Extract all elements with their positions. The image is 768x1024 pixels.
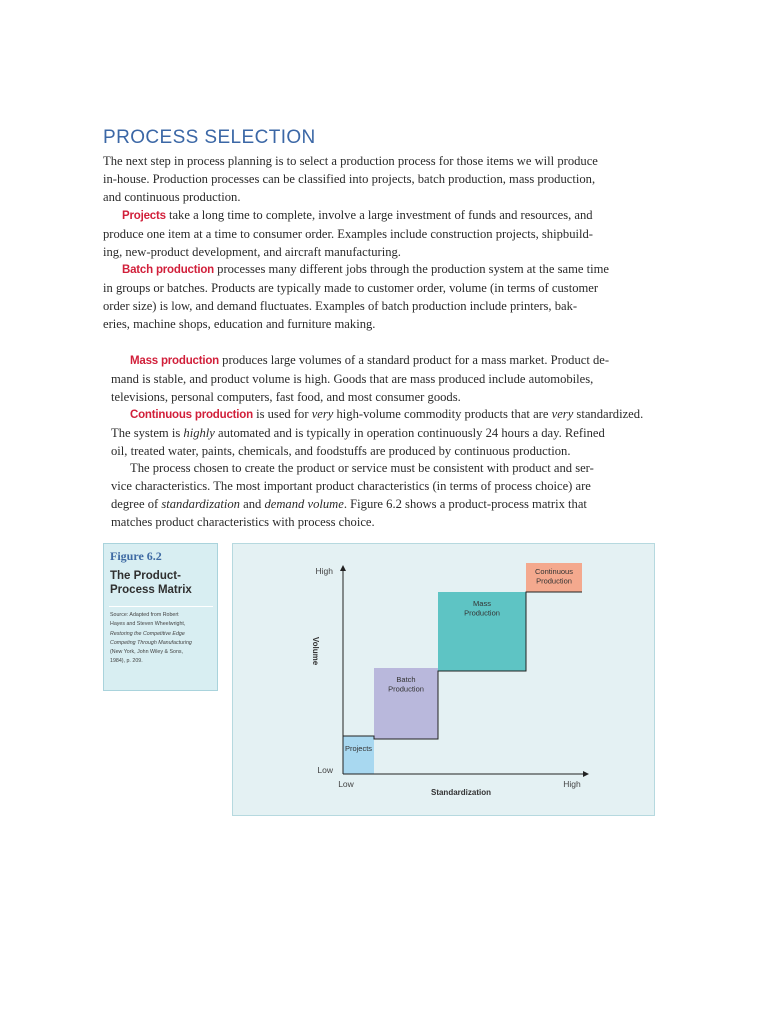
continuous-text: high-volume commodity products that are [333, 407, 552, 421]
matrix-step-label: Continuous [535, 567, 573, 576]
continuous-line-2 [111, 424, 649, 442]
mass-line-rest: produces large volumes of a standard product for a mass market. Product de- [219, 353, 610, 367]
matrix-step-mass-production [438, 592, 526, 671]
continuous-emphasis: very [311, 407, 334, 421]
batch-line-1 [103, 260, 643, 279]
projects-line-rest: take a long time to complete, involve a large investment of funds and resources, and [165, 208, 593, 222]
intro-paragraph [103, 152, 643, 206]
process-choice-paragraph [111, 459, 649, 531]
figure-divider [109, 606, 213, 607]
matrix-step-box [343, 736, 374, 774]
matrix-step-label: Mass [473, 599, 491, 608]
choice-emphasis: standardization [161, 497, 240, 511]
figure-number: Figure 6.2 [110, 549, 162, 563]
matrix-step-batch-production [374, 668, 438, 739]
projects-term: Projects [122, 210, 166, 222]
product-process-matrix-chart [232, 543, 655, 816]
intro-line: The next step in process planning is to select a production process for those items we will produce [103, 154, 598, 168]
source-line: (New York, John Wiley & Sons, [110, 649, 184, 656]
figure-caption-box [103, 543, 218, 691]
y-tick-low: Low [317, 765, 333, 775]
steps-layer [343, 563, 582, 774]
choice-text: and [239, 497, 265, 511]
matrix-step-label: Projects [344, 744, 373, 753]
y-tick-high: High [315, 566, 333, 576]
section-heading: PROCESS SELECTION [103, 127, 316, 148]
mass-line: televisions, personal computers, fast food, and most consumer goods. [111, 390, 461, 404]
matrix-step-label: Production [388, 684, 424, 694]
mass-term: Mass production [130, 355, 220, 367]
batch-term: Batch production [122, 264, 214, 276]
source-line: Restoring the Competitive Edge [110, 630, 185, 637]
matrix-step-label: Production [536, 576, 572, 586]
continuous-text: The system is [111, 426, 184, 440]
intro-line: and continuous production. [103, 190, 241, 204]
matrix-step-projects [343, 736, 374, 774]
figure-title-line: Process Matrix [110, 584, 192, 596]
continuous-text: automated and is typically in operation continuously 24 hours a day. Refined [214, 426, 605, 440]
batch-paragraph [103, 260, 643, 333]
projects-paragraph [103, 206, 643, 261]
projects-line-1 [103, 206, 643, 225]
matrix-step-label: Batch [396, 675, 416, 684]
batch-line-rest: processes many different jobs through the production system at the same time [214, 262, 609, 276]
y-axis-label: Volume [311, 636, 320, 666]
matrix-step-continuous-production [526, 563, 582, 592]
mass-line-1 [111, 351, 649, 370]
continuous-text: standardized. [573, 407, 644, 421]
mass-line: mand is stable, and product volume is high. Goods that are mass produced include automobiles, [111, 372, 594, 386]
continuous-emphasis: highly [183, 426, 215, 440]
source-line: Hayes and Steven Wheelwright, [110, 621, 186, 628]
x-tick-low: Low [338, 779, 354, 789]
choice-line-4: matches product characteristics with process choice. [111, 515, 375, 529]
projects-line: ing, new-product development, and aircraft manufacturing. [103, 245, 401, 259]
batch-line: eries, machine shops, education and furniture making. [103, 317, 376, 331]
choice-emphasis: demand volume [264, 497, 344, 511]
figure-title-line: The Product- [110, 570, 181, 582]
source-line: Source: Adapted from Robert [110, 612, 179, 618]
x-tick-high: High [563, 779, 581, 789]
intro-line: in-house. Production processes can be classified into projects, batch production, mass production, [103, 172, 596, 186]
choice-line-3 [111, 495, 649, 513]
choice-line-2: vice characteristics. The most important product characteristics (in terms of process choice) are [111, 479, 591, 493]
choice-text: degree of [111, 497, 162, 511]
continuous-paragraph [111, 405, 649, 460]
continuous-text: is used for [252, 407, 312, 421]
continuous-line-3: oil, treated water, paints, chemicals, and foodstuffs are produced by continuous production. [111, 444, 571, 458]
batch-line: order size) is low, and demand fluctuates. Examples of batch production include printers, bak- [103, 299, 578, 313]
matrix-svg [233, 544, 654, 815]
choice-line-1: The process chosen to create the product or service must be consistent with product and ser- [130, 461, 594, 475]
choice-text: . Figure 6.2 shows a product-process matrix that [343, 497, 587, 511]
source-line: 1984), p. 209. [110, 658, 143, 665]
figure-title [110, 569, 214, 597]
continuous-line-1 [111, 405, 649, 424]
batch-line: in groups or batches. Products are typically made to customer order, volume (in terms of customer [103, 281, 599, 295]
projects-line: produce one item at a time to consumer order. Examples include construction projects, shipbuild- [103, 227, 593, 241]
source-line: Competing Through Manufacturing [110, 639, 192, 646]
matrix-step-label: Production [464, 608, 500, 618]
figure-source [110, 611, 214, 667]
continuous-term: Continuous production [130, 409, 253, 421]
continuous-emphasis: very [551, 407, 574, 421]
x-axis-label: Standardization [430, 788, 492, 797]
mass-paragraph [111, 351, 649, 406]
